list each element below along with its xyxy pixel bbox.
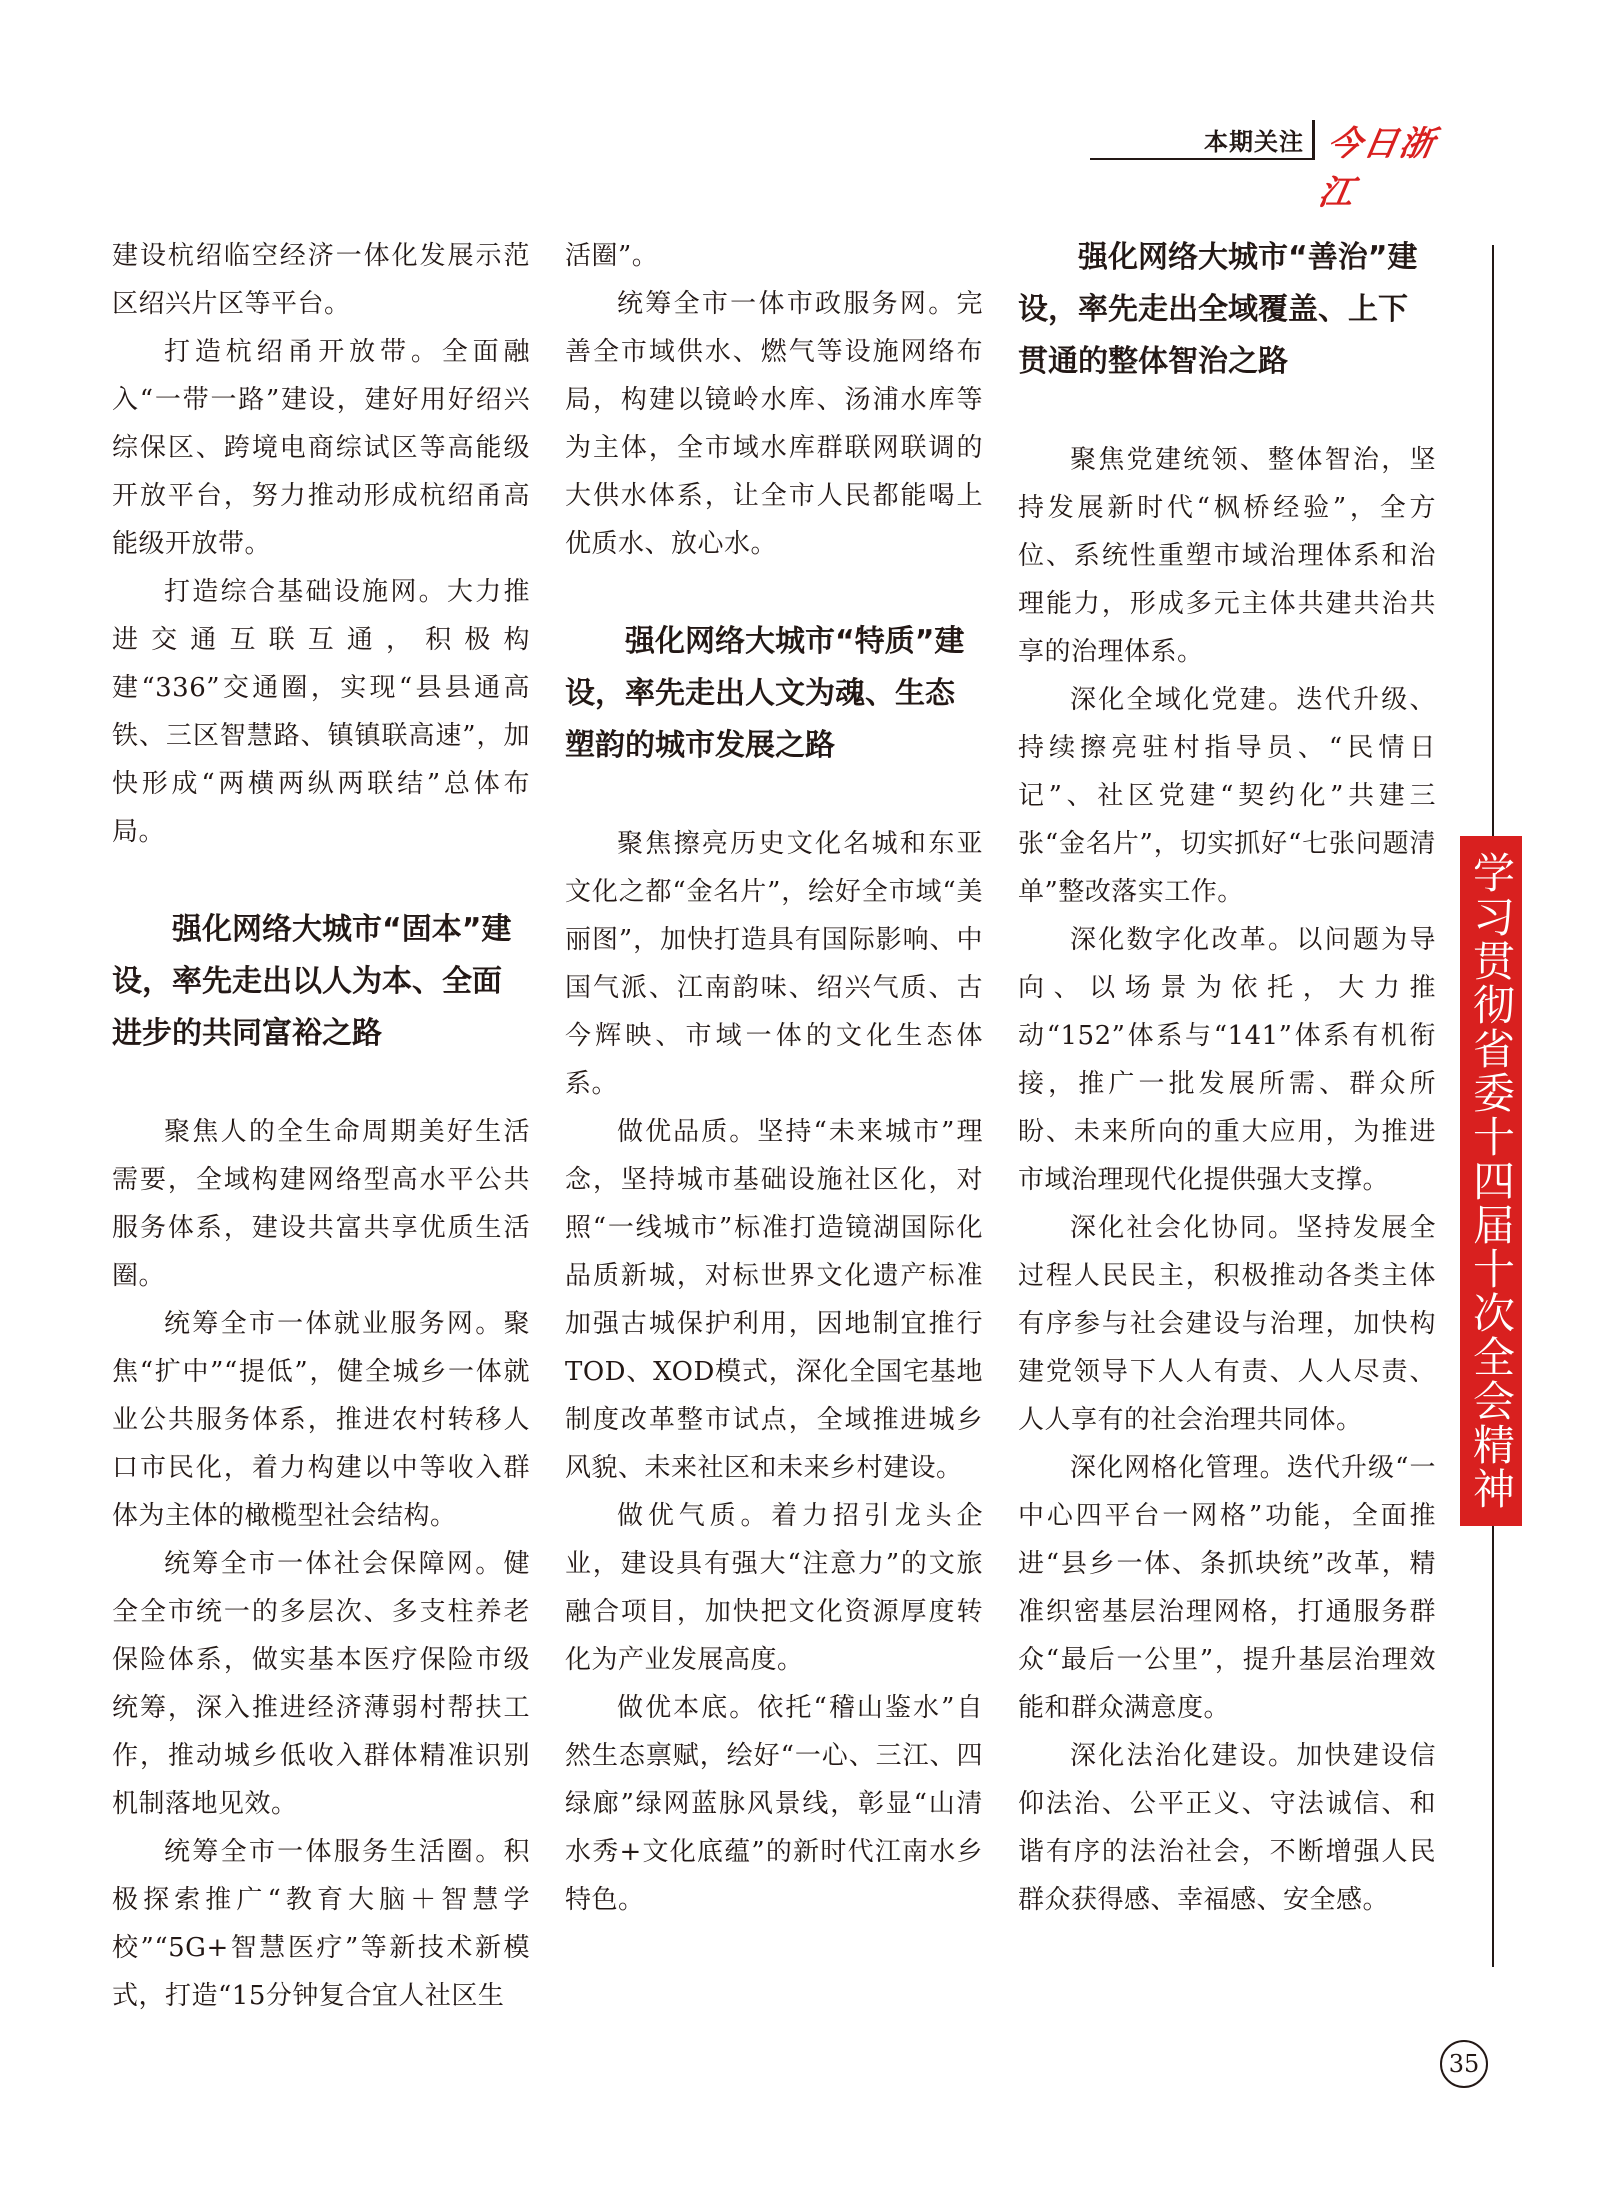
section-title: 本期关注 xyxy=(1204,128,1304,156)
paragraph: 打造综合基础设施网。大力推进交通互联互通，积极构建“336”交通圈，实现“县县通高铁、三区智慧路、镇镇联高速”，加快形成“两横两纵两联结”总体布局。 xyxy=(112,577,530,847)
paragraph: 做优本底。依托“稽山鉴水”自然生态禀赋，绘好“一心、三江、四绿廊”绿网蓝脉风景线，彰显“山清水秀+文化底蕴”的新时代江南水乡特色。 xyxy=(565,1693,983,1915)
paragraph: 活圈”。 xyxy=(565,241,659,271)
header-divider xyxy=(1312,120,1315,160)
paragraph: 深化网格化管理。迭代升级“一中心四平台一网格”功能，全面推进“县乡一体、条抓块统”改革，精准织密基层治理网格，打通服务群众“最后一公里”，提升基层治理效能和群众满意度。 xyxy=(1018,1453,1436,1723)
paragraph: 深化社会化协同。坚持发展全过程人民民主，积极推动各类主体有序参与社会建设与治理，加快构建党领导下人人有责、人人尽责、人人享有的社会治理共同体。 xyxy=(1018,1213,1436,1435)
section-heading: 强化网络大城市“特质”建设，率先走出人文为魂、生态塑韵的城市发展之路 xyxy=(565,624,965,763)
paragraph: 统筹全市一体社会保障网。健全全市统一的多层次、多支柱养老保险体系，做实基本医疗保险市级统筹，深入推进经济薄弱村帮扶工作，推动城乡低收入群体精准识别机制落地见效。 xyxy=(112,1549,530,1819)
sidebar-title: 学习贯彻省委十四届十次全会精神 xyxy=(1467,851,1516,1511)
paragraph: 建设杭绍临空经济一体化发展示范区绍兴片区等平台。 xyxy=(112,241,530,319)
paragraph: 聚焦人的全生命周期美好生活需要，全域构建网络型高水平公共服务体系，建设共富共享优质生活圈。 xyxy=(112,1117,530,1291)
section-heading: 强化网络大城市“善治”建设，率先走出全域覆盖、上下贯通的整体智治之路 xyxy=(1018,240,1418,379)
paragraph: 做优品质。坚持“未来城市”理念，坚持城市基础设施社区化，对照“一线城市”标准打造镜湖国际化品质新城，对标世界文化遗产标准加强古城保护利用，因地制宜推行TOD、XOD模式，深化全国宅基地制度改革整市试点，全域推进城乡风貌、未来社区和未来乡村建设。 xyxy=(565,1117,983,1483)
paragraph: 统筹全市一体服务生活圈。积极探索推广“教育大脑＋智慧学校”“5G+智慧医疗”等新技术新模式，打造“15分钟复合宜人社区生 xyxy=(112,1837,530,2011)
column-3 xyxy=(1018,232,1436,1924)
paragraph: 聚焦党建统领、整体智治，坚持发展新时代“枫桥经验”，全方位、系统性重塑市域治理体系和治理能力，形成多元主体共建共治共享的治理体系。 xyxy=(1018,445,1436,667)
page-number: 35 xyxy=(1440,2040,1488,2088)
header-rule xyxy=(1090,158,1312,160)
column-1 xyxy=(112,232,530,2020)
paragraph: 打造杭绍甬开放带。全面融入“一带一路”建设，建好用好绍兴综保区、跨境电商综试区等高能级开放平台，努力推动形成杭绍甬高能级开放带。 xyxy=(112,337,530,559)
column-2 xyxy=(565,232,983,1924)
paragraph: 深化法治化建设。加快建设信仰法治、公平正义、守法诚信、和谐有序的法治社会，不断增强人民群众获得感、幸福感、安全感。 xyxy=(1018,1741,1436,1915)
page-header xyxy=(1090,120,1440,213)
magazine-logo: 今日浙江 xyxy=(1315,124,1440,213)
paragraph: 聚焦擦亮历史文化名城和东亚文化之都“金名片”，绘好全市域“美丽图”，加快打造具有国际影响、中国气派、江南韵味、绍兴气质、古今辉映、市域一体的文化生态体系。 xyxy=(565,829,983,1099)
paragraph: 统筹全市一体就业服务网。聚焦“扩中”“提低”，健全城乡一体就业公共服务体系，推进农村转移人口市民化，着力构建以中等收入群体为主体的橄榄型社会结构。 xyxy=(112,1309,530,1531)
paragraph: 深化数字化改革。以问题为导向、以场景为依托，大力推动“152”体系与“141”体系有机衔接，推广一批发展所需、群众所盼、未来所向的重大应用，为推进市域治理现代化提供强大支撑。 xyxy=(1018,925,1436,1195)
topic-sidebar xyxy=(1460,836,1522,1526)
paragraph: 深化全域化党建。迭代升级、持续擦亮驻村指导员、“民情日记”、社区党建“契约化”共建三张“金名片”，切实抓好“七张问题清单”整改落实工作。 xyxy=(1018,685,1436,907)
paragraph: 统筹全市一体市政服务网。完善全市域供水、燃气等设施网络布局，构建以镜岭水库、汤浦水库等为主体，全市域水库群联网联调的大供水体系，让全市人民都能喝上优质水、放心水。 xyxy=(565,289,983,559)
section-heading: 强化网络大城市“固本”建设，率先走出以人为本、全面进步的共同富裕之路 xyxy=(112,912,512,1051)
paragraph: 做优气质。着力招引龙头企业，建设具有强大“注意力”的文旅融合项目，加快把文化资源厚度转化为产业发展高度。 xyxy=(565,1501,983,1675)
